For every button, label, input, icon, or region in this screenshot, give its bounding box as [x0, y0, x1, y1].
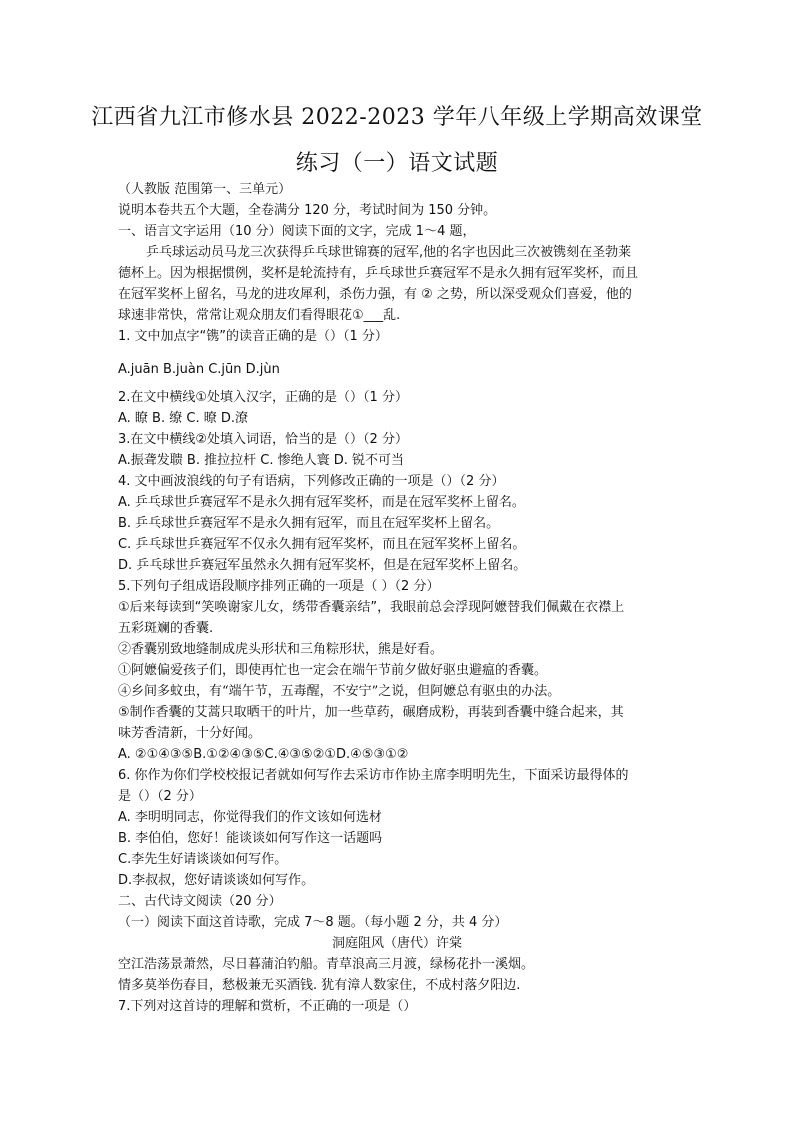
sentence-item: ②香囊别致地缝制成虎头形状和三角粽形状，熊是好看。: [118, 642, 444, 657]
section-2-heading: 二、古代诗文阅读（20 分）: [118, 894, 282, 909]
question-1: 1. 文中加点字“镌”的读音正确的是（）（1 分）: [118, 329, 388, 344]
poem-title: 洞庭阻风（唐代）许棠: [331, 936, 462, 951]
exam-title-line2: 练习（一）语文试题: [295, 151, 499, 176]
question-6-cont: 是（）（2 分）: [118, 789, 202, 804]
passage-line: 在冠军奖杯上留名，马龙的进攻犀利，杀伤力强，有 ② 之势，所以深受观众们喜爱，他的: [118, 287, 632, 302]
question-6-option-c: C.李先生好请谈谈如何写作。: [118, 852, 288, 867]
question-3: 3.在文中横线②处填入词语，恰当的是（）（2 分）: [118, 432, 408, 447]
question-6-option-d: D.李叔叔，您好请谈谈如何写作。: [118, 873, 315, 888]
question-6-option-a: A. 李明明同志，你觉得我们的作文该如何选材: [118, 810, 382, 825]
question-5-options: A. ②①④③⑤B.①②④③⑤C.④③⑤②①D.④⑤③①②: [118, 747, 409, 762]
question-4-option-c: C. 乒乓球世乒赛冠军不仅永久拥有冠军奖杯，而且在冠军奖杯上留名。: [118, 537, 526, 552]
passage-line: 德杯上。因为根据惯例，奖杯是轮流持有，乒乓球世乒赛冠军不是永久拥有冠军奖杯，而且: [118, 266, 639, 281]
exam-title-line1: 江西省九江市修水县 2022-2023 学年八年级上学期高效课堂: [91, 105, 703, 130]
question-4: 4. 文中画波浪线的句子有语病，下列修改正确的一项是（）（2 分）: [118, 474, 505, 489]
sentence-item: 五彩斑斓的香囊.: [118, 621, 214, 636]
sentence-item: 味芳香清新，十分好闻。: [118, 726, 262, 741]
sentence-item: ①阿嬷偏爱孩子们，即使再忙也一定会在端午节前夕做好驱虫避瘟的香囊。: [118, 663, 548, 678]
question-7: 7.下列对这首诗的理解和赏析，不正确的一项是（）: [118, 999, 417, 1014]
passage-line: 乒乓球运动员马龙三次获得乒乓球世锦赛的冠军,他的名字也因此三次被镌刻在圣勃莱: [146, 245, 632, 260]
sentence-item: ①后来每读到“笑唤谢家儿女，绣带香囊亲结”，我眼前总会浮现阿嬷替我们佩戴在衣襟上: [118, 600, 625, 615]
section-1-heading: 一、语言文字运用（10 分）阅读下面的文字，完成 1～4 题，: [118, 224, 476, 239]
question-4-option-a: A. 乒乓球世乒赛冠军不是永久拥有冠军奖杯，而是在冠军奖杯上留名。: [118, 495, 525, 510]
question-5: 5.下列句子组成语段顺序排列正确的一项是（ ）（2 分）: [118, 579, 440, 594]
question-1-options: A.juān B.juàn C.jūn D.jùn: [118, 362, 280, 377]
question-4-option-d: D. 乒乓球世乒赛冠军虽然永久拥有冠军奖杯，但是在冠军奖杯上留名。: [118, 558, 527, 573]
question-2-options: A. 瞭 B. 缭 C. 暸 D.潦: [118, 411, 248, 426]
question-6-option-b: B. 李伯伯，您好！能谈谈如何写作这一话题吗: [118, 831, 383, 846]
sentence-item: ⑤制作香囊的艾蒿只取晒干的叶片，加一些草药，碾磨成粉，再装到香囊中缝合起来，其: [118, 705, 624, 720]
poem-line: 空江浩荡景萧然，尽日暮蒲泊钓船。青草浪高三月渡，绿杨花扑一溪烟。: [118, 957, 535, 972]
question-2: 2.在文中横线①处填入汉字，正确的是（）（1 分）: [118, 390, 408, 405]
passage-line: 球速非常快，常常让观众朋友们看得眼花①___乱.: [118, 308, 401, 323]
poem-instructions: （一）阅读下面这首诗歌，完成 7～8 题。（每小题 2 分，共 4 分）: [118, 915, 508, 930]
edition-note: （人教版 范围第一、三单元）: [118, 182, 292, 197]
question-4-option-b: B. 乒乓球世乒赛冠军不是永久拥有冠军，而且在冠军奖杯上留名。: [118, 516, 500, 531]
instructions: 说明本卷共五个大题，全卷满分 120 分，考试时间为 150 分钟。: [118, 203, 497, 218]
sentence-item: ④乡间多蚊虫，有“端午节，五毒醒，不安宁”之说，但阿嬷总有驱虫的办法。: [118, 684, 561, 699]
question-3-options: A.振聋发聩 B. 推拉拉杆 C. 惨绝人寰 D. 锐不可当: [118, 453, 404, 468]
question-6: 6. 你作为你们学校校报记者就如何写作去采访市作协主席李明明先生，下面采访最得体的: [118, 768, 629, 783]
poem-line: 情多莫举伤春目，愁极兼无买酒钱. 犹有漳人数家住，不成村落夕阳边.: [118, 978, 521, 993]
